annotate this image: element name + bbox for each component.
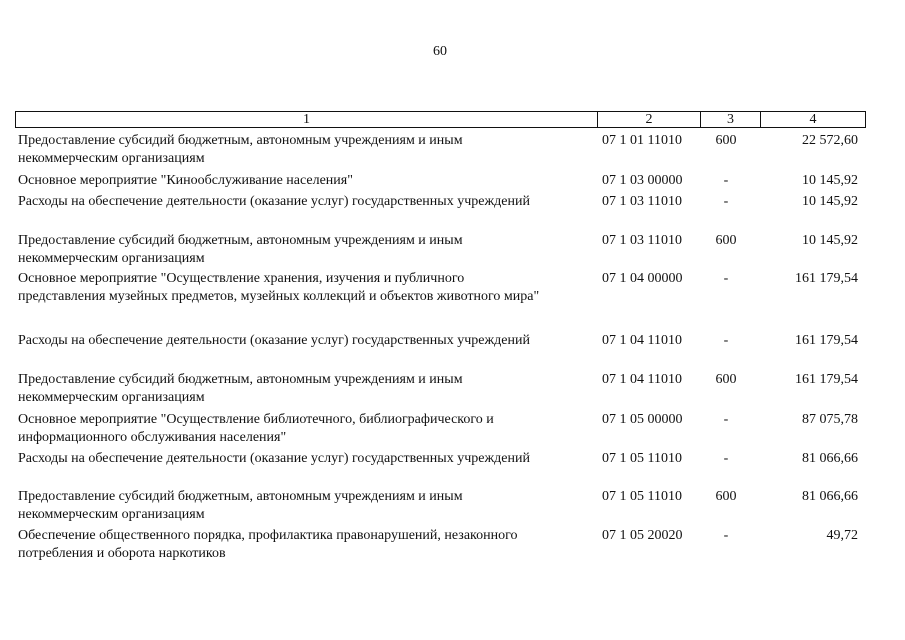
row-type: - — [723, 194, 729, 209]
row-name: Расходы на обеспечение деятельности (оказание услуг) государственных учреждений — [18, 333, 530, 348]
row-code: 07 1 04 11010 — [602, 333, 682, 348]
row-sum: 22 572,60 — [802, 133, 858, 148]
row-sum: 10 145,92 — [802, 173, 858, 188]
row-sum: 161 179,54 — [795, 271, 858, 286]
row-type: - — [723, 451, 729, 466]
row-type: 600 — [715, 233, 737, 248]
column-header-sum: 4 — [761, 112, 866, 128]
page-number: 60 — [433, 44, 447, 59]
row-name: Расходы на обеспечение деятельности (оказание услуг) государственных учреждений — [18, 194, 530, 209]
row-name: Предоставление субсидий бюджетным, автономным учреждениям и иным некоммерческим организациям — [18, 233, 463, 266]
row-sum: 87 075,78 — [802, 412, 858, 427]
row-sum: 161 179,54 — [795, 333, 858, 348]
row-type: 600 — [715, 489, 737, 504]
row-sum: 81 066,66 — [802, 489, 858, 504]
column-header-code: 2 — [598, 112, 701, 128]
row-code: 07 1 05 00000 — [602, 412, 683, 427]
row-code: 07 1 03 11010 — [602, 194, 682, 209]
row-code: 07 1 03 11010 — [602, 233, 682, 248]
row-code: 07 1 01 11010 — [602, 133, 682, 148]
row-type: - — [723, 528, 729, 543]
row-sum: 10 145,92 — [802, 194, 858, 209]
row-type: 600 — [715, 372, 737, 387]
column-header-name: 1 — [16, 112, 598, 128]
row-type: - — [723, 271, 729, 286]
row-name: Основное мероприятие "Кинообслуживание населения" — [18, 173, 353, 188]
row-name: Предоставление субсидий бюджетным, автономным учреждениям и иным некоммерческим организациям — [18, 489, 463, 522]
row-code: 07 1 05 11010 — [602, 451, 682, 466]
row-sum: 10 145,92 — [802, 233, 858, 248]
row-name: Обеспечение общественного порядка, профилактика правонарушений, незаконного потребления и оборота наркотиков — [18, 528, 518, 561]
row-code: 07 1 05 20020 — [602, 528, 683, 543]
row-name: Предоставление субсидий бюджетным, автономным учреждениям и иным некоммерческим организациям — [18, 133, 463, 166]
row-type: 600 — [715, 133, 737, 148]
row-name: Основное мероприятие "Осуществление хранения, изучения и публичного представления музейных предметов, музейных коллекций и объектов животного мира" — [18, 271, 540, 304]
row-code: 07 1 05 11010 — [602, 489, 682, 504]
column-header-type: 3 — [701, 112, 761, 128]
row-type: - — [723, 333, 729, 348]
row-code: 07 1 04 11010 — [602, 372, 682, 387]
row-sum: 81 066,66 — [802, 451, 858, 466]
row-name: Расходы на обеспечение деятельности (оказание услуг) государственных учреждений — [18, 451, 530, 466]
row-code: 07 1 03 00000 — [602, 173, 683, 188]
row-sum: 49,72 — [826, 528, 858, 543]
row-name: Основное мероприятие "Осуществление библиотечного, библиографического и информационного обслуживания населения" — [18, 412, 494, 445]
row-sum: 161 179,54 — [795, 372, 858, 387]
row-name: Предоставление субсидий бюджетным, автономным учреждениям и иным некоммерческим организациям — [18, 372, 463, 405]
row-type: - — [723, 412, 729, 427]
row-code: 07 1 04 00000 — [602, 271, 683, 286]
row-type: - — [723, 173, 729, 188]
